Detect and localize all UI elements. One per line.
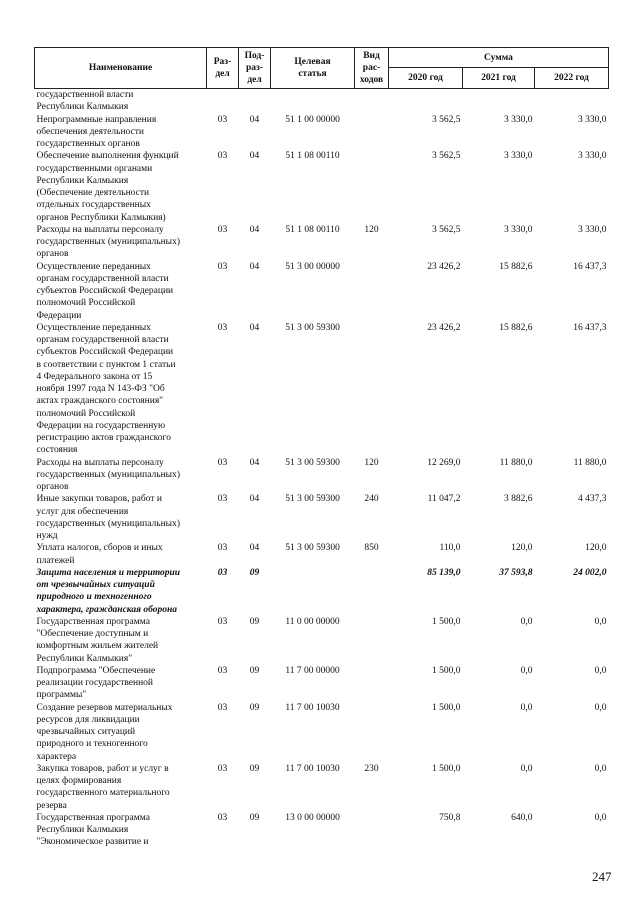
cell-razdel: 03 — [217, 812, 228, 823]
cell-target-article: 51 3 00 59300 — [285, 457, 340, 468]
cell-sum-2022 — [535, 89, 609, 114]
cell-sum-2021 — [463, 89, 535, 114]
budget-table — [34, 47, 609, 849]
cell-expense-type — [355, 702, 389, 763]
cell-podrazdel: 09 — [249, 702, 260, 713]
cell-sum-2020: 1 500,0 — [432, 665, 461, 676]
cell-sum-2022: 0,0 — [594, 665, 607, 676]
cell-target-article: 51 3 00 00000 — [285, 261, 340, 272]
cell-sum-2020: 110,0 — [439, 543, 461, 554]
cell-sum-2022: 11 880,0 — [573, 457, 607, 468]
table-row — [35, 150, 609, 224]
cell-sum-2022: 16 437,3 — [573, 261, 607, 272]
cell-expense-type: 230 — [364, 763, 379, 774]
header-sum: Сумма — [389, 48, 609, 68]
cell-podrazdel: 04 — [249, 457, 260, 468]
cell-sum-2020: 1 500,0 — [432, 702, 461, 713]
header-razdel: Раз- дел — [207, 48, 239, 89]
cell-sum-2020: 3 562,5 — [432, 224, 461, 235]
cell-sum-2020: 750,8 — [439, 812, 461, 823]
cell-expense-type — [355, 261, 389, 322]
cell-sum-2020: 23 426,2 — [427, 322, 461, 333]
cell-name: Государственная программа Республики Калмыкия "Экономическое развитие и — [36, 812, 150, 848]
cell-sum-2021: 37 593,8 — [499, 567, 533, 578]
table-row — [35, 665, 609, 702]
table-row — [35, 89, 609, 114]
cell-name: Создание резервов материальных ресурсов для ликвидации чрезвычайных ситуаций природного и техногенного характера — [36, 702, 173, 762]
header-podrazdel: Под- раз- дел — [239, 48, 271, 89]
cell-expense-type — [355, 665, 389, 702]
header-expense-type: Вид рас- ходов — [355, 48, 389, 89]
cell-target-article: 51 1 08 00110 — [285, 224, 340, 235]
cell-razdel: 03 — [217, 543, 228, 554]
cell-sum-2021: 0,0 — [520, 616, 533, 627]
cell-razdel: 03 — [217, 616, 228, 627]
cell-podrazdel: 04 — [249, 261, 260, 272]
cell-razdel: 03 — [217, 763, 228, 774]
cell-sum-2020: 3 562,5 — [432, 114, 461, 125]
cell-sum-2020: 11 047,2 — [427, 494, 461, 505]
cell-sum-2021: 3 330,0 — [504, 114, 533, 125]
cell-sum-2022: 0,0 — [594, 616, 607, 627]
cell-razdel: 03 — [217, 224, 228, 235]
cell-sum-2020: 85 139,0 — [427, 567, 461, 578]
header-target-article: Целевая статья — [271, 48, 355, 89]
cell-sum-2022: 3 330,0 — [578, 114, 607, 125]
cell-razdel: 03 — [217, 567, 228, 578]
cell-podrazdel — [239, 89, 271, 114]
cell-target-article: 51 1 00 00000 — [285, 114, 340, 125]
table-row — [35, 114, 609, 151]
cell-name: Расходы на выплаты персоналу государственных (муниципальных) органов — [36, 457, 180, 492]
cell-podrazdel: 09 — [249, 812, 260, 823]
table-row — [35, 567, 609, 616]
cell-sum-2021: 0,0 — [520, 665, 533, 676]
header-name: Наименование — [35, 48, 207, 89]
cell-sum-2021: 0,0 — [520, 763, 533, 774]
cell-expense-type — [355, 567, 389, 616]
table-row — [35, 542, 609, 567]
cell-podrazdel: 09 — [249, 665, 260, 676]
cell-expense-type: 120 — [364, 224, 379, 235]
cell-name: Осуществление переданных органам государственной власти субъектов Российской Федерации в соответствии с пунктом 1 статьи 4 Федерального закона от 15 ноября 1997 года N 143-ФЗ "Об актах гражданского состояния" полномочий Российской Федерации на государственную регистрацию актов гражданского состояния — [36, 322, 176, 456]
cell-razdel: 03 — [217, 665, 228, 676]
cell-sum-2022: 0,0 — [594, 702, 607, 713]
cell-target-article — [271, 89, 355, 114]
cell-expense-type — [355, 150, 389, 224]
cell-target-article: 51 3 00 59300 — [285, 543, 340, 554]
cell-name: государственной власти Республики Калмыкия — [36, 90, 134, 113]
cell-expense-type: 120 — [364, 457, 379, 468]
cell-name: Закупка товаров, работ и услуг в целях формирования государственного материального резерва — [36, 763, 170, 811]
cell-podrazdel: 04 — [249, 151, 260, 162]
cell-razdel: 03 — [217, 494, 228, 505]
header-year-2020: 2020 год — [389, 68, 463, 89]
cell-name: Уплата налогов, сборов и иных платежей — [36, 543, 163, 566]
cell-sum-2022: 3 330,0 — [578, 224, 607, 235]
cell-target-article: 51 3 00 59300 — [285, 494, 340, 505]
cell-sum-2020: 3 562,5 — [432, 151, 461, 162]
cell-razdel: 03 — [217, 702, 228, 713]
cell-sum-2022: 4 437,3 — [578, 494, 607, 505]
cell-podrazdel: 09 — [249, 763, 260, 774]
cell-sum-2021: 640,0 — [511, 812, 533, 823]
table-row — [35, 322, 609, 457]
cell-target-article — [271, 567, 355, 616]
cell-expense-type — [355, 322, 389, 457]
cell-razdel: 03 — [217, 114, 228, 125]
cell-sum-2020: 1 500,0 — [432, 616, 461, 627]
cell-sum-2021: 3 330,0 — [504, 224, 533, 235]
cell-target-article: 13 0 00 00000 — [285, 812, 340, 823]
cell-target-article: 51 3 00 59300 — [285, 322, 340, 333]
cell-razdel: 03 — [217, 261, 228, 272]
cell-sum-2021: 11 880,0 — [499, 457, 533, 468]
cell-name: Осуществление переданных органам государственной власти субъектов Российской Федерации полномочий Российской Федерации — [36, 261, 174, 321]
cell-sum-2022: 0,0 — [594, 763, 607, 774]
cell-razdel: 03 — [217, 151, 228, 162]
cell-name: Подпрограмма "Обеспечение реализации государственной программы" — [36, 665, 156, 701]
cell-expense-type — [355, 89, 389, 114]
header-year-2022: 2022 год — [535, 68, 609, 89]
cell-podrazdel: 04 — [249, 322, 260, 333]
cell-target-article: 11 0 00 00000 — [285, 616, 340, 627]
cell-name: Иные закупки товаров, работ и услуг для обеспечения государственных (муниципальных) нужд — [36, 494, 180, 541]
cell-sum-2021: 15 882,6 — [499, 322, 533, 333]
table-body — [35, 89, 609, 849]
cell-expense-type: 850 — [364, 543, 379, 554]
cell-sum-2020 — [389, 89, 463, 114]
cell-podrazdel: 04 — [249, 224, 260, 235]
cell-podrazdel: 04 — [249, 494, 260, 505]
cell-expense-type — [355, 812, 389, 849]
cell-sum-2022: 0,0 — [594, 812, 607, 823]
cell-name: Государственная программа "Обеспечение доступным и комфортным жильем жителей Республики Калмыкия" — [36, 616, 159, 664]
cell-sum-2021: 3 882,6 — [504, 494, 533, 505]
header-year-2021: 2021 год — [463, 68, 535, 89]
cell-name: Расходы на выплаты персоналу государственных (муниципальных) органов — [36, 224, 180, 260]
cell-sum-2022: 120,0 — [585, 543, 607, 554]
cell-podrazdel: 04 — [249, 543, 260, 554]
cell-razdel — [207, 89, 239, 114]
cell-sum-2022: 16 437,3 — [573, 322, 607, 333]
cell-name: Защита населения и территории от чрезвычайных ситуаций природного и техногенного характера, гражданская оборона — [36, 567, 181, 615]
table-row — [35, 224, 609, 261]
cell-expense-type — [355, 114, 389, 151]
cell-name: Непрограммные направления обеспечения деятельности государственных органов — [36, 114, 157, 149]
cell-sum-2020: 23 426,2 — [427, 261, 461, 272]
cell-sum-2022: 3 330,0 — [578, 151, 607, 162]
cell-sum-2021: 0,0 — [520, 702, 533, 713]
page-number: 247 — [592, 869, 612, 884]
table-row — [35, 493, 609, 542]
cell-podrazdel: 09 — [249, 616, 260, 627]
cell-sum-2022: 24 002,0 — [573, 567, 607, 578]
table-row — [35, 616, 609, 665]
cell-expense-type: 240 — [364, 494, 379, 505]
cell-sum-2020: 12 269,0 — [427, 457, 461, 468]
cell-podrazdel: 09 — [249, 567, 260, 578]
table-row — [35, 702, 609, 763]
cell-sum-2021: 120,0 — [511, 543, 533, 554]
cell-razdel: 03 — [217, 322, 228, 333]
cell-target-article: 11 7 00 00000 — [285, 665, 340, 676]
cell-sum-2020: 1 500,0 — [432, 763, 461, 774]
cell-podrazdel: 04 — [249, 114, 260, 125]
table-row — [35, 457, 609, 494]
cell-sum-2021: 15 882,6 — [499, 261, 533, 272]
cell-name: Обеспечение выполнения функций государственными органами Республики Калмыкия (Обеспечение деятельности отдельных государственных органов Республики Калмыкия) — [36, 151, 179, 223]
table-row — [35, 763, 609, 812]
table-row — [35, 812, 609, 849]
cell-sum-2021: 3 330,0 — [504, 151, 533, 162]
cell-target-article: 11 7 00 10030 — [285, 702, 340, 713]
cell-target-article: 11 7 00 10030 — [285, 763, 340, 774]
cell-razdel: 03 — [217, 457, 228, 468]
cell-expense-type — [355, 616, 389, 665]
table-row — [35, 261, 609, 322]
cell-target-article: 51 1 08 00110 — [285, 151, 340, 162]
